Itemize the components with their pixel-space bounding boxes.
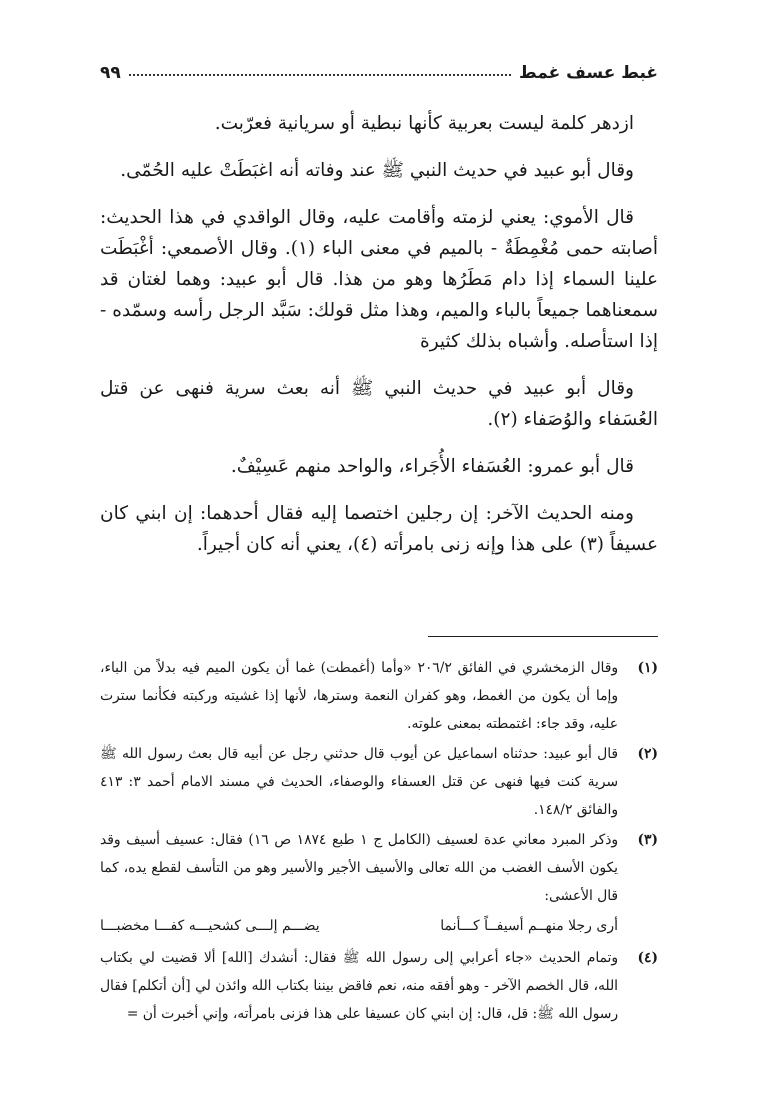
page-header [100, 58, 658, 88]
footnote-2 [100, 740, 658, 824]
footnotes [100, 654, 658, 1030]
main-text [100, 108, 658, 576]
footnote-number: (٢) [637, 746, 658, 762]
footnote-4 [100, 944, 658, 1028]
footnote-number: (٣) [637, 832, 658, 848]
paragraph-2: وقال أبو عبيد في حديث النبي ﷺ عند وفاته أنه اغبَطَتْ عليه الحُمّى. [120, 160, 634, 181]
footnote-1 [100, 654, 658, 738]
paragraph-6: ومنه الحديث الآخر: إن رجلين اختصما إليه فقال أحدهما: إن ابني كان عسيفاً (٣) على هذا وإنه زنى بامرأته (٤)، يعني أنه كان أجيراً. [100, 503, 658, 555]
paragraph-1: ازدهر كلمة ليست بعربية كأنها نبطية أو سريانية فعرّبت. [214, 113, 634, 134]
paragraph-3: قال الأموي: يعني لزمته وأقامت عليه، وقال الواقدي في هذا الحديث: أصابته حمى مُغْمِطَةٌ - بالميم في معنى الباء (١). وقال الأصمعي: أغْبَطَت علينا السماء إذا دام مَطَرُها وهو من هذا. قال أبو عبيد: وهما لغتان قد سمعناهما جميعاً بالباء والميم، وهذا مثل قولك: سَبَّد الرجل رأسه وسمّده - إذا استأصله. وأشباه بذلك كثيرة [100, 207, 658, 352]
footnote-text: وذكر المبرد معاني عدة لعسيف (الكامل ج ١ طبع ١٨٧٤ ص ١٦) فقال: عسيف أسيف وقد يكون الأسف الغضب من الله تعالى والأسيف الأجير والأسير وهو من التأسف لقطع يده، كما قال الأعشى: [100, 832, 619, 904]
dotted-leader [129, 74, 511, 76]
footnote-number: (١) [637, 660, 658, 676]
running-head: غبط عسف غمط [519, 63, 658, 83]
footnote-number: (٤) [637, 950, 658, 966]
footnote-text: وقال الزمخشري في الفائق ٢٠٦/٢ «وأما (أغمطت) غما أن يكون الميم فيه بدلاً من الباء، وإما أن يكون من الغمط، وهو كفران النعمة وسترها، لأنها إذا غشيته وركبته فكأنما سترت عليه، وقد جاء: اغتمطته بمعنى علوته. [100, 660, 618, 732]
footnote-text: وتمام الحديث «جاء أعرابي إلى رسول الله ﷺ فقال: أنشدك [الله] ألا قضيت لي بكتاب الله، قال الخصم الآخر - وهو أفقه منه، نعم فاقض بيننا بكتاب الله وائذن لي [أن أتكلم] فقال رسول الله ﷺ: قل، قال: إن ابني كان عسيفا على هذا فزنى بامرأته، وإني أخبرت أن = [100, 950, 618, 1022]
footnote-3 [100, 826, 658, 942]
page-number: ٩٩ [100, 63, 121, 83]
paragraph-4: وقال أبو عبيد في حديث النبي ﷺ أنه بعث سرية فنهى عن قتل العُسَفاء والوُصَفاء (٢). [100, 378, 658, 430]
paragraph-5: قال أبو عمرو: العُسَفاء الأُجَراء، والواحد منهم عَسِيْفٌ. [230, 456, 634, 477]
poem-hemistich-right: أرى رجلا منهــم أسيفــاً كـــأنما [440, 918, 618, 934]
footnote-separator [428, 636, 658, 637]
poem-verse [100, 912, 618, 940]
poem-hemistich-left: يضـــم إلـــى كشحيـــه كفـــا مخضبـــا [100, 918, 320, 934]
footnote-text: قال أبو عبيد: حدثناه اسماعيل عن أيوب قال حدثني رجل عن أبيه قال بعث رسول الله ﷺ سرية كنت فيها فنهى عن قتل العسفاء والوصفاء، الحديث في مسند الامام أحمد ٣: ٤١٣ والفائق ١٤٨/٢. [100, 746, 618, 818]
